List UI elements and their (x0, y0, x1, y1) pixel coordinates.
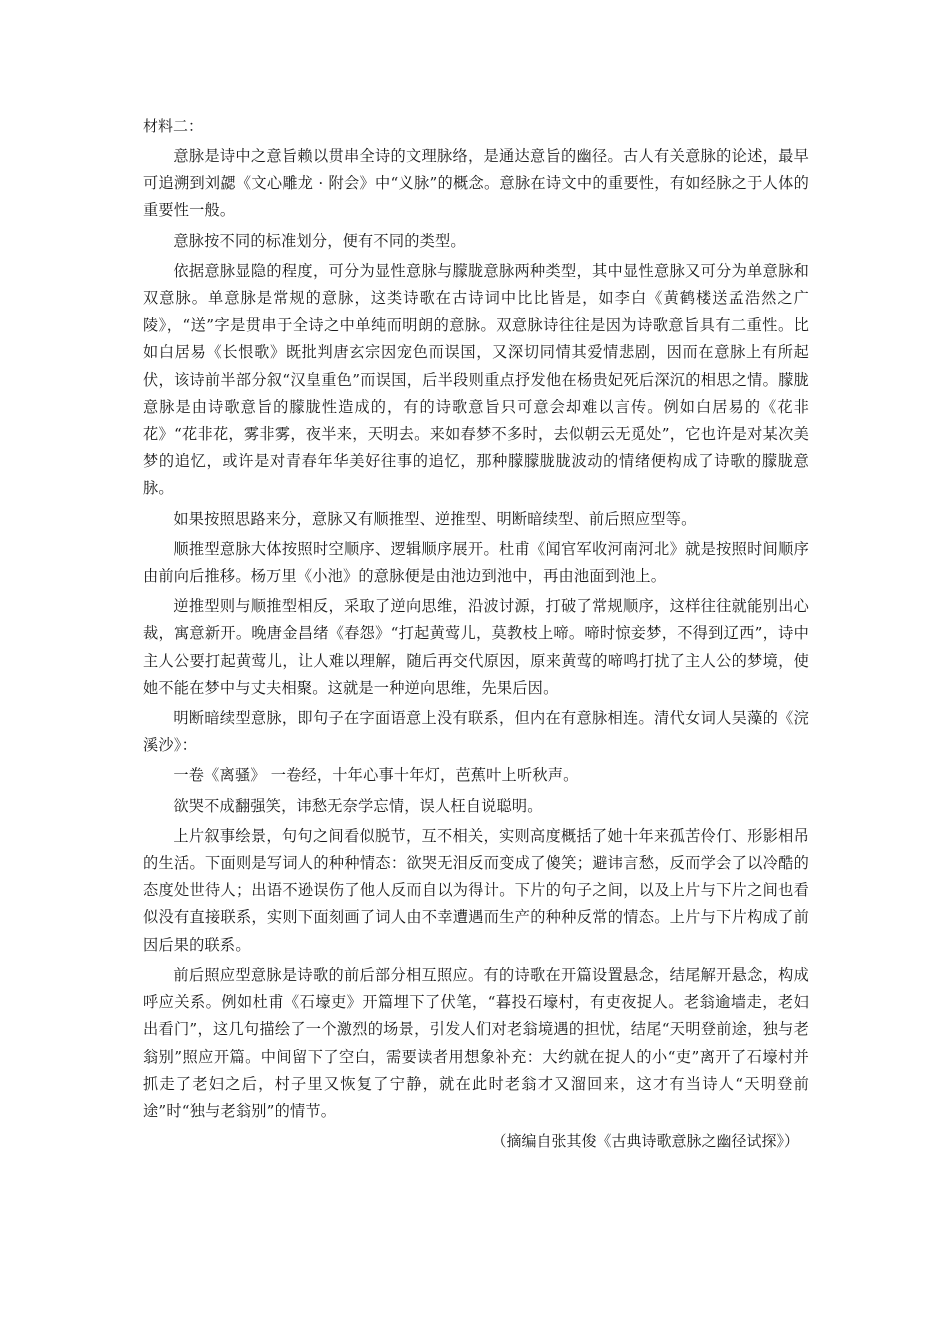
document-page (143, 112, 809, 1155)
paragraph-definition: 意脉是诗中之意旨赖以贯串全诗的文理脉络，是通达意旨的幽径。古人有关意脉的论述，最早可追溯到刘勰《文心雕龙 · 附会》中“义脉”的概念。意脉在诗文中的重要性，有如经脉之于人体的重要性一般。 (143, 147, 809, 220)
paragraph-thought-types: 如果按照思路来分，意脉又有顺推型、逆推型、明断暗续型、前后照应型等。 (173, 509, 697, 528)
paragraph-broken-continuous-type: 明断暗续型意脉，即句子在字面语意上没有联系，但内在有意脉相连。清代女词人吴藻的《浣溪沙》： (143, 709, 809, 755)
paragraph-reverse-type: 逆推型则与顺推型相反，采取了逆向思维，沿波讨源，打破了常规顺序，这样往往就能别出心裁，寓意新开。晚唐金昌绪《春怨》“打起黄莺儿，莫教枝上啼。啼时惊妾梦，不得到辽西”，诗中主人公要打起黄莺儿，让人难以理解，随后再交代原因，原来黄莺的啼鸣打扰了主人公的梦境，使她不能在梦中与丈夫相聚。这就是一种逆向思维，先果后因。 (143, 597, 809, 697)
paragraph-forward-type: 顺推型意脉大体按照时空顺序、逻辑顺序展开。杜甫《闻官军收河南河北》就是按照时间顺序由前向后推移。杨万里《小池》的意脉便是由池边到池中，再由池面到池上。 (143, 539, 809, 586)
section-heading: 材料二： (143, 117, 204, 135)
source-citation: （摘编自张其俊《古典诗歌意脉之幽径试探》） (491, 1132, 799, 1151)
paragraph-classification-intro: 意脉按不同的标准划分，便有不同的类型。 (173, 231, 466, 250)
poem-line-1: 一卷《离骚》 一卷经，十年心事十年灯，芭蕉叶上听秋声。 (173, 766, 579, 785)
paragraph-poem-analysis: 上片叙事绘景，句句之间看似脱节，互不相关，实则高度概括了她十年来孤苦伶仃、形影相吊的生活。下面则是写词人的种种情态：欲哭无泪反而变成了傻笑；避讳言愁，反而学会了以冷酷的态度处世待人；出语不逊误伤了他人反而自以为得计。下片的句子之间，以及上片与下片之间也看似没有直接联系，实则下面刻画了词人由不幸遭遇而生产的种种反常的情态。上片与下片构成了前因后果的联系。 (143, 826, 809, 954)
paragraph-echo-type: 前后照应型意脉是诗歌的前后部分相互照应。有的诗歌在开篇设置悬念，结尾解开悬念，构成呼应关系。例如杜甫《石壕吏》开篇埋下了伏笔，“暮投石壕村，有吏夜捉人。老翁逾墙走，老妇出看门”，这几句描绘了一个激烈的场景，引发人们对老翁境遇的担忧，结尾“天明登前途，独与老翁别”照应开篇。中间留下了空白，需要读者用想象补充：大约就在捉人的小“吏”离开了石壕村并抓走了老妇之后，村子里又恢复了宁静，就在此时老翁才又溜回来，这才有当诗人“天明登前途”时“独与老翁别”的情节。 (143, 965, 809, 1120)
paragraph-explicit-obscure: 依据意脉显隐的程度，可分为显性意脉与朦胧意脉两种类型，其中显性意脉又可分为单意脉和双意脉。单意脉是常规的意脉，这类诗歌在古诗词中比比皆是，如李白《黄鹤楼送孟浩然之广陵》，“送”字是贯串于全诗之中单纯而明朗的意脉。双意脉诗往往是因为诗歌意旨具有二重性。比如白居易《长恨歌》既批判唐玄宗因宠色而误国，又深切同情其爱情悲剧，因而在意脉上有所起伏，该诗前半部分叙“汉皇重色”而误国，后半段则重点抒发他在杨贵妃死后深沉的相思之情。朦胧意脉是由诗歌意旨的朦胧性造成的，有的诗歌意旨只可意会却难以言传。例如白居易的《花非花》“花非花，雾非雾，夜半来，天明去。来如春梦不多时，去似朝云无觅处”，它也许是对某次美梦的追忆，或许是对青春年华美好往事的追忆，那种朦朦胧胧波动的情绪便构成了诗歌的朦胧意脉。 (143, 261, 809, 498)
poem-line-2: 欲哭不成翻强笑，讳愁无奈学忘情，误人枉自说聪明。 (173, 796, 543, 815)
